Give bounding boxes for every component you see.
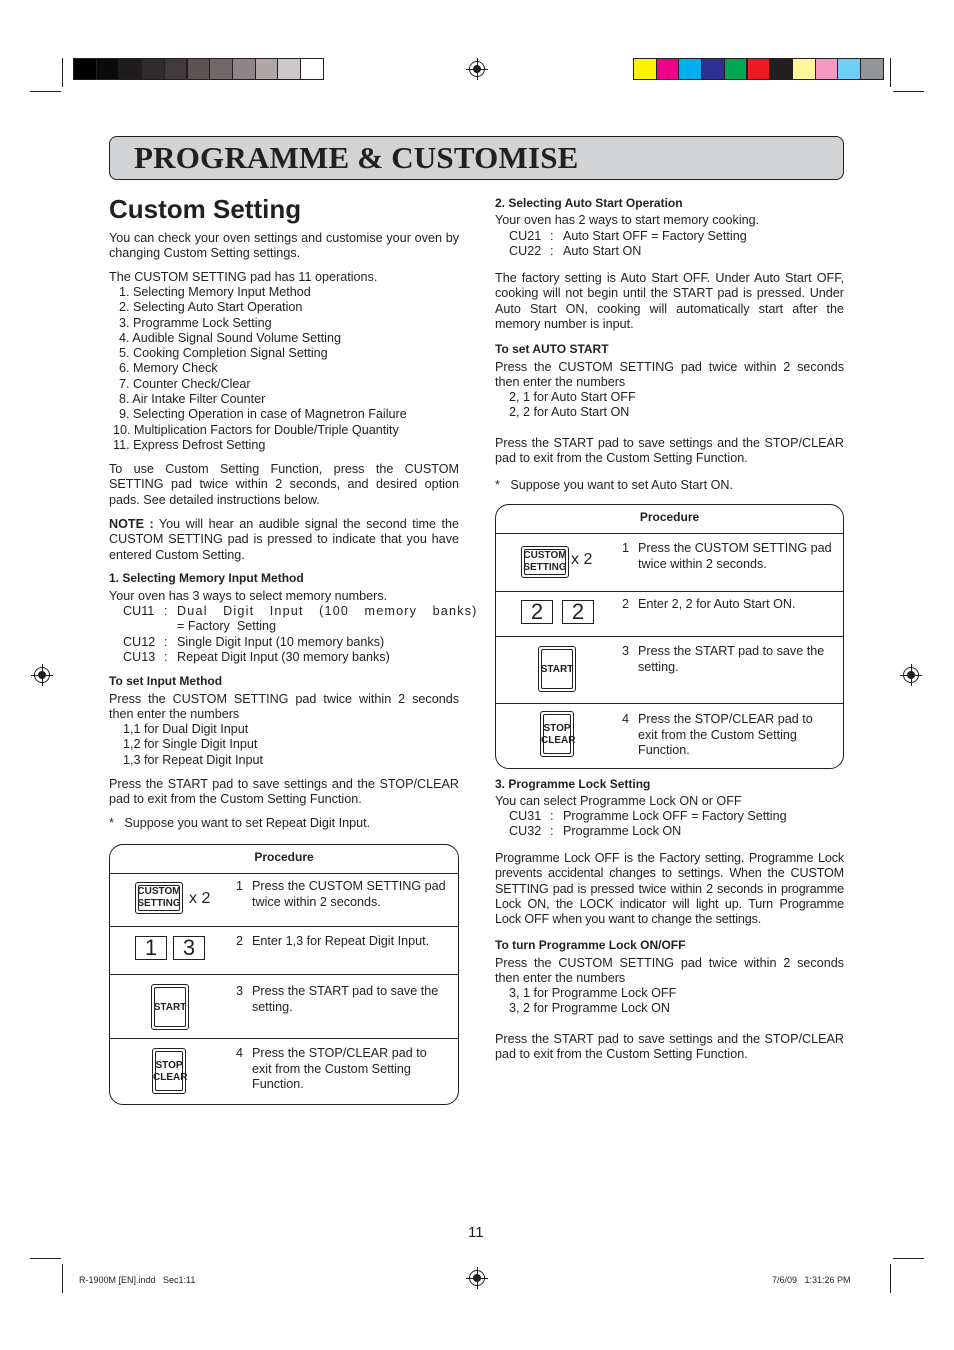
procedure-box <box>109 844 459 1105</box>
list-item: 6. Memory Check <box>119 361 218 376</box>
number-key-icon: 2 <box>521 600 553 624</box>
option-text: Auto Start OFF = Factory Setting <box>563 229 747 243</box>
color-swatch <box>300 58 324 80</box>
option-sep: : <box>550 229 554 243</box>
list-item: 2, 2 for Auto Start ON <box>509 405 630 420</box>
step-text: Press the START pad to save the setting. <box>252 984 439 1014</box>
option-code: CU21 <box>509 229 542 243</box>
times-two-label: x 2 <box>189 890 211 907</box>
note-label: NOTE : <box>109 517 154 531</box>
registration-mark-icon <box>469 1270 485 1286</box>
step-text: Press the CUSTOM SETTING pad twice within 2 seconds. <box>638 541 832 571</box>
registration-mark-icon <box>34 667 50 683</box>
color-swatch <box>656 58 680 80</box>
procedure-header: Procedure <box>496 505 843 534</box>
color-swatch <box>633 58 657 80</box>
subsection-intro: You can select Programme Lock ON or OFF <box>495 794 742 808</box>
divider <box>496 703 843 704</box>
color-swatch <box>277 58 301 80</box>
color-swatch <box>769 58 793 80</box>
color-swatch <box>837 58 861 80</box>
save-text: Press the START pad to save settings and the STOP/CLEAR pad to exit from the Custom Setting Function. <box>109 777 459 807</box>
color-swatch <box>255 58 279 80</box>
stop-clear-key-icon: STOP CLEAR <box>540 711 574 757</box>
description: Programme Lock OFF is the Factory setting. Programme Lock prevents accidental changes to settings. When the CUSTOM SETTING pad is pressed twice within 2 seconds in programme Lock ON, the LOCK indicator will light up. Turn Programme Lock OFF when you want to change the settings. <box>495 851 844 927</box>
color-swatch <box>118 58 142 80</box>
color-swatch <box>792 58 816 80</box>
color-swatch <box>747 58 771 80</box>
option-text: Dual Digit Input (100 memory banks) <box>177 604 478 618</box>
divider <box>110 974 458 975</box>
step-number: 4 <box>236 1046 244 1060</box>
file-info: R-1900M [EN].indd Sec1:11 <box>79 1275 196 1285</box>
option-text: Programme Lock ON <box>563 824 682 838</box>
crop-mark <box>893 1258 924 1259</box>
operations-list <box>113 285 407 453</box>
divider <box>110 1038 458 1039</box>
option-code: CU13 <box>123 650 156 664</box>
list-item: 3. Programme Lock Setting <box>119 315 272 330</box>
step-number: 4 <box>622 712 630 726</box>
set-options <box>123 722 263 768</box>
page-number: 11 <box>468 1224 484 1241</box>
crop-mark <box>893 91 924 92</box>
custom-setting-key-icon: CUSTOM SETTING <box>135 882 183 914</box>
divider <box>110 926 458 927</box>
section-heading: Custom Setting <box>109 194 302 224</box>
color-swatch <box>96 58 120 80</box>
option-text: Single Digit Input (10 memory banks) <box>177 635 385 649</box>
step-number: 2 <box>622 597 630 611</box>
option-text: Repeat Digit Input (30 memory banks) <box>177 650 390 664</box>
set-text: Press the CUSTOM SETTING pad twice within 2 seconds then enter the numbers <box>495 956 844 986</box>
list-item: 2, 1 for Auto Start OFF <box>509 390 636 404</box>
set-options <box>509 390 636 421</box>
note-body: You will hear an audible signal the second time the CUSTOM SETTING pad is pressed to indicate that you have entered Custom Setting. <box>109 517 459 562</box>
step-text: Press the CUSTOM SETTING pad twice within 2 seconds. <box>252 879 446 909</box>
subsection-intro: Your oven has 2 ways to start memory cooking. <box>495 213 760 227</box>
option-sep: : <box>164 650 168 664</box>
crop-mark <box>30 1258 61 1259</box>
list-item: 4. Audible Signal Sound Volume Setting <box>119 330 341 345</box>
list-item: 5. Cooking Completion Signal Setting <box>119 346 328 361</box>
list-item: 3, 1 for Programme Lock OFF <box>509 986 677 1000</box>
number-key-icon: 1 <box>135 936 167 960</box>
color-swatch <box>678 58 702 80</box>
crop-mark <box>30 91 61 92</box>
color-swatch <box>701 58 725 80</box>
title-banner <box>109 136 844 180</box>
subsection-heading: To set AUTO START <box>495 342 609 356</box>
color-swatch <box>815 58 839 80</box>
color-swatch <box>141 58 165 80</box>
option-code: CU31 <box>509 809 542 823</box>
option-sep: : <box>550 824 554 838</box>
list-item: 1,3 for Repeat Digit Input <box>123 752 264 767</box>
subsection-heading: 2. Selecting Auto Start Operation <box>495 196 683 210</box>
option-sep: : <box>550 809 554 823</box>
option-sep: : <box>164 604 168 618</box>
crop-mark <box>890 58 891 87</box>
color-swatch <box>164 58 188 80</box>
custom-setting-key-icon: CUSTOM SETTING <box>521 546 569 578</box>
list-item: 2. Selecting Auto Start Operation <box>119 300 303 315</box>
step-number: 1 <box>236 879 244 893</box>
stop-clear-key-icon: STOP CLEAR <box>152 1048 186 1094</box>
subsection-intro: Your oven has 3 ways to select memory numbers. <box>109 589 388 603</box>
list-item: 10. Multiplication Factors for Double/Triple Quantity <box>113 422 399 437</box>
list-item: 9. Selecting Operation in case of Magnetron Failure <box>119 407 407 422</box>
divider <box>496 591 843 592</box>
option-sep: : <box>550 244 554 258</box>
option-text: = Factory Setting <box>177 619 277 633</box>
registration-mark-icon <box>469 61 485 77</box>
page-title: PROGRAMME & CUSTOMISE <box>134 140 579 175</box>
color-swatch <box>73 58 97 80</box>
color-swatch <box>860 58 884 80</box>
start-key-icon: START <box>151 984 189 1030</box>
start-key-icon: START <box>538 646 576 692</box>
list-item: 1,1 for Dual Digit Input <box>123 722 249 736</box>
print-date: 7/6/09 1:31:26 PM <box>772 1275 851 1285</box>
step-text: Press the STOP/CLEAR pad to exit from the Custom Setting Function. <box>638 712 813 757</box>
option-text: Programme Lock OFF = Factory Setting <box>563 809 787 823</box>
intro-text: You can check your oven settings and customise your oven by changing Custom Setting settings. <box>109 231 459 261</box>
step-number: 3 <box>622 644 630 658</box>
step-number: 1 <box>622 541 630 555</box>
save-text: Press the START pad to save settings and the STOP/CLEAR pad to exit from the Custom Setting Function. <box>495 1032 844 1062</box>
option-sep: : <box>164 635 168 649</box>
step-text: Press the STOP/CLEAR pad to exit from the Custom Setting Function. <box>252 1046 427 1091</box>
option-code: CU12 <box>123 635 156 649</box>
use-text: To use Custom Setting Function, press the CUSTOM SETTING pad twice within 2 seconds, and desired option pads. See detailed instructions below. <box>109 462 459 507</box>
subsection-heading: To set Input Method <box>109 674 223 688</box>
step-number: 2 <box>236 934 244 948</box>
list-item: 8. Air Intake Filter Counter <box>119 392 266 407</box>
option-code: CU22 <box>509 244 542 258</box>
subsection-heading: To turn Programme Lock ON/OFF <box>495 938 686 952</box>
color-swatch <box>232 58 256 80</box>
suppose-text: * Suppose you want to set Repeat Digit Input. <box>109 816 371 830</box>
subsection-heading: 3. Programme Lock Setting <box>495 777 651 791</box>
divider <box>496 636 843 637</box>
list-item: 1,2 for Single Digit Input <box>123 737 258 752</box>
times-two-label: x 2 <box>571 551 593 568</box>
option-code: CU11 <box>123 604 155 618</box>
note-text <box>109 517 459 563</box>
list-item: 7. Counter Check/Clear <box>119 376 251 391</box>
description: The factory setting is Auto Start OFF. Under Auto Start OFF, cooking will not begin until the START pad is pressed. Under Auto Start ON, cooking will automatically start after the memory number is input. <box>495 271 844 331</box>
ops-intro: The CUSTOM SETTING pad has 11 operations. <box>109 270 378 284</box>
number-key-icon: 3 <box>173 936 205 960</box>
step-text: Enter 1,3 for Repeat Digit Input. <box>252 934 430 948</box>
suppose-text: * Suppose you want to set Auto Start ON. <box>495 478 734 492</box>
save-text: Press the START pad to save settings and the STOP/CLEAR pad to exit from the Custom Setting Function. <box>495 436 844 466</box>
set-options <box>509 986 676 1017</box>
color-swatch <box>187 58 211 80</box>
step-text: Press the START pad to save the setting. <box>638 644 825 674</box>
list-item: 1. Selecting Memory Input Method <box>119 285 311 299</box>
list-item: 3, 2 for Programme Lock ON <box>509 1001 670 1016</box>
set-text: Press the CUSTOM SETTING pad twice within 2 seconds then enter the numbers <box>495 360 844 390</box>
number-key-icon: 2 <box>562 600 594 624</box>
crop-mark <box>890 1264 891 1293</box>
step-text: Enter 2, 2 for Auto Start ON. <box>638 597 796 611</box>
subsection-heading: 1. Selecting Memory Input Method <box>109 571 304 585</box>
set-text: Press the CUSTOM SETTING pad twice within 2 seconds then enter the numbers <box>109 692 459 722</box>
option-text: Auto Start ON <box>563 244 642 258</box>
crop-mark <box>62 58 63 87</box>
step-number: 3 <box>236 984 244 998</box>
color-swatch <box>209 58 233 80</box>
list-item: 11. Express Defrost Setting <box>113 437 266 452</box>
procedure-box <box>495 504 844 769</box>
crop-mark <box>62 1264 63 1293</box>
color-swatch <box>724 58 748 80</box>
registration-mark-icon <box>903 667 919 683</box>
procedure-header: Procedure <box>110 845 458 874</box>
option-code: CU32 <box>509 824 542 838</box>
